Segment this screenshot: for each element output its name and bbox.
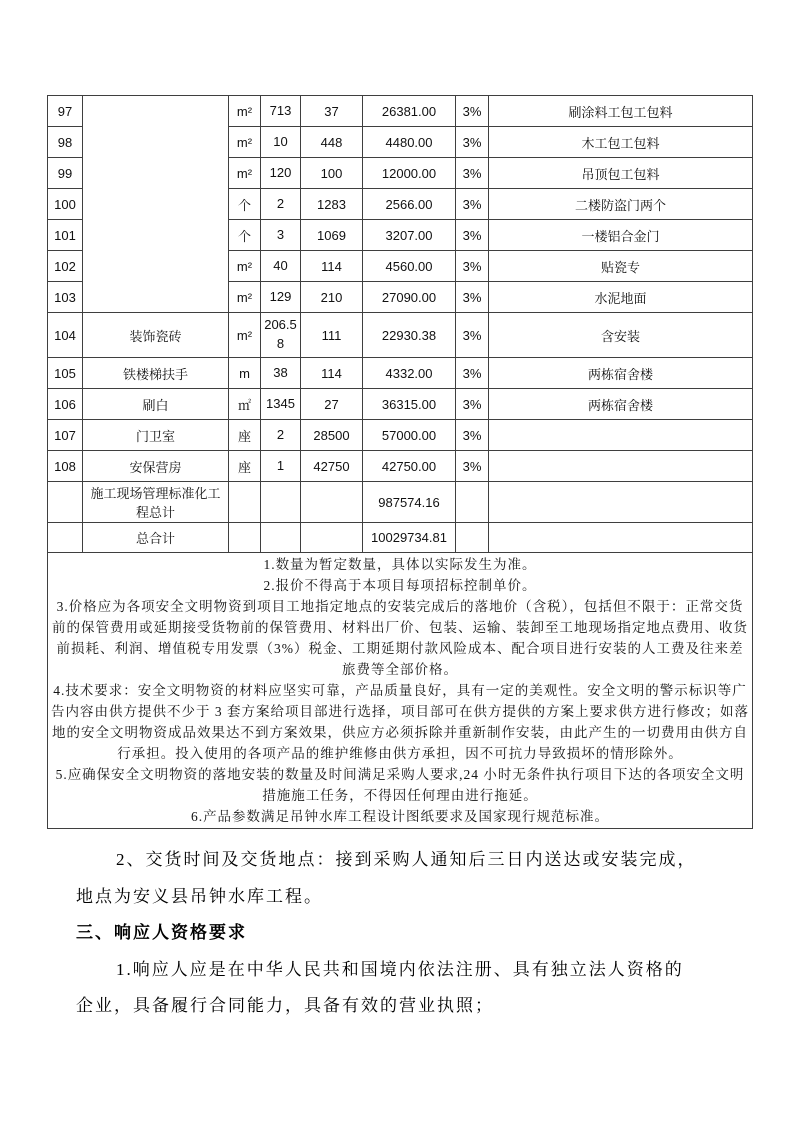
- item-name-cell: 铁楼梯扶手: [83, 358, 229, 389]
- summary-amount-cell: 10029734.81: [363, 523, 456, 553]
- item-amount-cell: 2566.00: [363, 189, 456, 220]
- item-unit-cell: 个: [229, 189, 261, 220]
- item-amount-cell: 26381.00: [363, 96, 456, 127]
- summary-remark-cell: [489, 482, 753, 523]
- item-qty-cell: 10: [261, 127, 301, 158]
- notes-row: [48, 553, 753, 829]
- item-qty-cell: 129: [261, 282, 301, 313]
- item-remark-cell: 一楼铝合金门: [489, 220, 753, 251]
- item-amount-cell: 27090.00: [363, 282, 456, 313]
- item-unit-cell: m²: [229, 127, 261, 158]
- table-row: [48, 389, 753, 420]
- item-amount-cell: 4480.00: [363, 127, 456, 158]
- summary-price-cell: [301, 482, 363, 523]
- item-price-cell: 210: [301, 282, 363, 313]
- item-remark-cell: 刷涂料工包工包料: [489, 96, 753, 127]
- table-row: [48, 420, 753, 451]
- item-tax-cell: 3%: [456, 389, 489, 420]
- item-remark-cell: 二楼防盗门两个: [489, 189, 753, 220]
- summary-qty-cell: [261, 523, 301, 553]
- summary-label-cell: 总合计: [83, 523, 229, 553]
- document-body: [76, 842, 726, 1025]
- item-qty-cell: 2: [261, 420, 301, 451]
- item-no-cell: 97: [48, 96, 83, 127]
- item-tax-cell: 3%: [456, 189, 489, 220]
- paragraph-delivery: [76, 842, 726, 915]
- item-qty-cell: 3: [261, 220, 301, 251]
- item-tax-cell: 3%: [456, 358, 489, 389]
- item-no-cell: 108: [48, 451, 83, 482]
- item-price-cell: 37: [301, 96, 363, 127]
- note-item: 5.应确保安全文明物资的落地安装的数量及时间满足采购人要求,24 小时无条件执行项目下达的各项安全文明措施施工任务，不得因任何理由进行拖延。: [55, 767, 745, 803]
- paragraph-delivery-line: 2、交货时间及交货地点：接到采购人通知后三日内送达或安装完成，: [116, 850, 697, 869]
- notes-cell: [48, 553, 753, 829]
- item-name-cell-merged: [83, 96, 229, 313]
- item-remark-cell: 含安装: [489, 313, 753, 358]
- item-remark-cell: 木工包工包料: [489, 127, 753, 158]
- paragraph-delivery-line: 地点为安义县吊钟水库工程。: [76, 886, 323, 906]
- item-unit-cell: m: [229, 358, 261, 389]
- item-price-cell: 100: [301, 158, 363, 189]
- item-remark-cell: 贴瓷专: [489, 251, 753, 282]
- item-price-cell: 111: [301, 313, 363, 358]
- note-item: 3.价格应为各项安全文明物资到项目工地指定地点的安装完成后的落地价（含税），包括但不限于：正常交货前的保管费用或延期接受货物前的保管费用、材料出厂价、包装、运输、装卸至工地现场指定地点费用、收货前损耗、利润、增值税专用发票（3%）税金、工期延期付款风险成本、配合项目进行安装的人工费及往来差旅费等全部价格。: [52, 599, 748, 677]
- item-unit-cell: m²: [229, 158, 261, 189]
- note-item: 6.产品参数满足吊钟水库工程设计图纸要求及国家现行规范标准。: [190, 809, 610, 824]
- item-qty-cell: 1345: [261, 389, 301, 420]
- section-heading-qualifications: 三、响应人资格要求: [76, 923, 247, 942]
- item-tax-cell: 3%: [456, 220, 489, 251]
- item-no-cell: 106: [48, 389, 83, 420]
- item-remark-cell: [489, 451, 753, 482]
- item-qty-cell: 38: [261, 358, 301, 389]
- item-price-cell: 27: [301, 389, 363, 420]
- note-item: 2.报价不得高于本项目每项招标控制单价。: [263, 578, 537, 593]
- item-tax-cell: 3%: [456, 127, 489, 158]
- item-tax-cell: 3%: [456, 96, 489, 127]
- item-qty-cell: 40: [261, 251, 301, 282]
- summary-remark-cell: [489, 523, 753, 553]
- item-amount-cell: 22930.38: [363, 313, 456, 358]
- item-unit-cell: m²: [229, 313, 261, 358]
- item-tax-cell: 3%: [456, 282, 489, 313]
- item-price-cell: 448: [301, 127, 363, 158]
- summary-no-cell: [48, 482, 83, 523]
- item-name-cell: 门卫室: [83, 420, 229, 451]
- item-unit-cell: m²: [229, 251, 261, 282]
- item-no-cell: 107: [48, 420, 83, 451]
- item-price-cell: 1069: [301, 220, 363, 251]
- summary-label-cell: 施工现场管理标准化工程总计: [83, 482, 229, 523]
- summary-tax-cell: [456, 523, 489, 553]
- item-amount-cell: 3207.00: [363, 220, 456, 251]
- item-remark-cell: [489, 420, 753, 451]
- item-qty-cell: 1: [261, 451, 301, 482]
- item-remark-cell: 水泥地面: [489, 282, 753, 313]
- paragraph-respondent-qualification: [76, 952, 726, 1025]
- item-amount-cell: 4332.00: [363, 358, 456, 389]
- item-price-cell: 28500: [301, 420, 363, 451]
- item-amount-cell: 12000.00: [363, 158, 456, 189]
- item-name-cell: 装饰瓷砖: [83, 313, 229, 358]
- summary-price-cell: [301, 523, 363, 553]
- item-amount-cell: 42750.00: [363, 451, 456, 482]
- table-row: [48, 451, 753, 482]
- item-price-cell: 114: [301, 251, 363, 282]
- paragraph-respondent-qualification-line: 企业，具备履行合同能力，具备有效的营业执照；: [76, 996, 494, 1015]
- item-amount-cell: 4560.00: [363, 251, 456, 282]
- procurement-items-table: [47, 95, 753, 829]
- summary-unit-cell: [229, 482, 261, 523]
- item-amount-cell: 36315.00: [363, 389, 456, 420]
- item-no-cell: 104: [48, 313, 83, 358]
- item-unit-cell: 座: [229, 451, 261, 482]
- item-price-cell: 42750: [301, 451, 363, 482]
- table-row: [48, 313, 753, 358]
- summary-qty-cell: [261, 482, 301, 523]
- note-item: 4.技术要求：安全文明物资的材料应坚实可靠，产品质量良好，具有一定的美观性。安全文明的警示标识等广告内容由供方提供不少于 3 套方案给项目部进行选择，项目部可在供方提供的方案上要求供方进行修改；如落地的安全文明物资成品效果达不到方案效果，供应方必须拆除并重新制作安装，由此产生的一切费用由供方自行承担。投入使用的各项产品的维护维修由供方承担，因不可抗力导致损坏的情形除外。: [51, 683, 749, 761]
- item-tax-cell: 3%: [456, 251, 489, 282]
- item-name-cell: 刷白: [83, 389, 229, 420]
- item-price-cell: 114: [301, 358, 363, 389]
- item-tax-cell: 3%: [456, 451, 489, 482]
- item-qty-cell: 120: [261, 158, 301, 189]
- note-item: 1.数量为暂定数量，具体以实际发生为准。: [263, 557, 537, 572]
- item-tax-cell: 3%: [456, 420, 489, 451]
- item-no-cell: 102: [48, 251, 83, 282]
- summary-row: [48, 523, 753, 553]
- paragraph-respondent-qualification-line: 1.响应人应是在中华人民共和国境内依法注册、具有独立法人资格的: [116, 959, 684, 979]
- table-row: [48, 96, 753, 127]
- item-unit-cell: m²: [229, 282, 261, 313]
- item-no-cell: 99: [48, 158, 83, 189]
- item-remark-cell: 两栋宿舍楼: [489, 358, 753, 389]
- item-no-cell: 98: [48, 127, 83, 158]
- item-name-cell: 安保营房: [83, 451, 229, 482]
- item-remark-cell: 两栋宿舍楼: [489, 389, 753, 420]
- item-no-cell: 103: [48, 282, 83, 313]
- item-qty-cell: 713: [261, 96, 301, 127]
- item-amount-cell: 57000.00: [363, 420, 456, 451]
- item-price-cell: 1283: [301, 189, 363, 220]
- item-tax-cell: 3%: [456, 313, 489, 358]
- item-unit-cell: ㎡: [229, 389, 261, 420]
- item-qty-cell: 2: [261, 189, 301, 220]
- item-tax-cell: 3%: [456, 158, 489, 189]
- item-unit-cell: 个: [229, 220, 261, 251]
- item-no-cell: 101: [48, 220, 83, 251]
- item-qty-cell: 206.58: [261, 313, 301, 358]
- item-unit-cell: 座: [229, 420, 261, 451]
- summary-no-cell: [48, 523, 83, 553]
- summary-unit-cell: [229, 523, 261, 553]
- item-unit-cell: m²: [229, 96, 261, 127]
- item-no-cell: 100: [48, 189, 83, 220]
- summary-amount-cell: 987574.16: [363, 482, 456, 523]
- summary-row: [48, 482, 753, 523]
- table-row: [48, 358, 753, 389]
- item-remark-cell: 吊顶包工包料: [489, 158, 753, 189]
- summary-tax-cell: [456, 482, 489, 523]
- item-no-cell: 105: [48, 358, 83, 389]
